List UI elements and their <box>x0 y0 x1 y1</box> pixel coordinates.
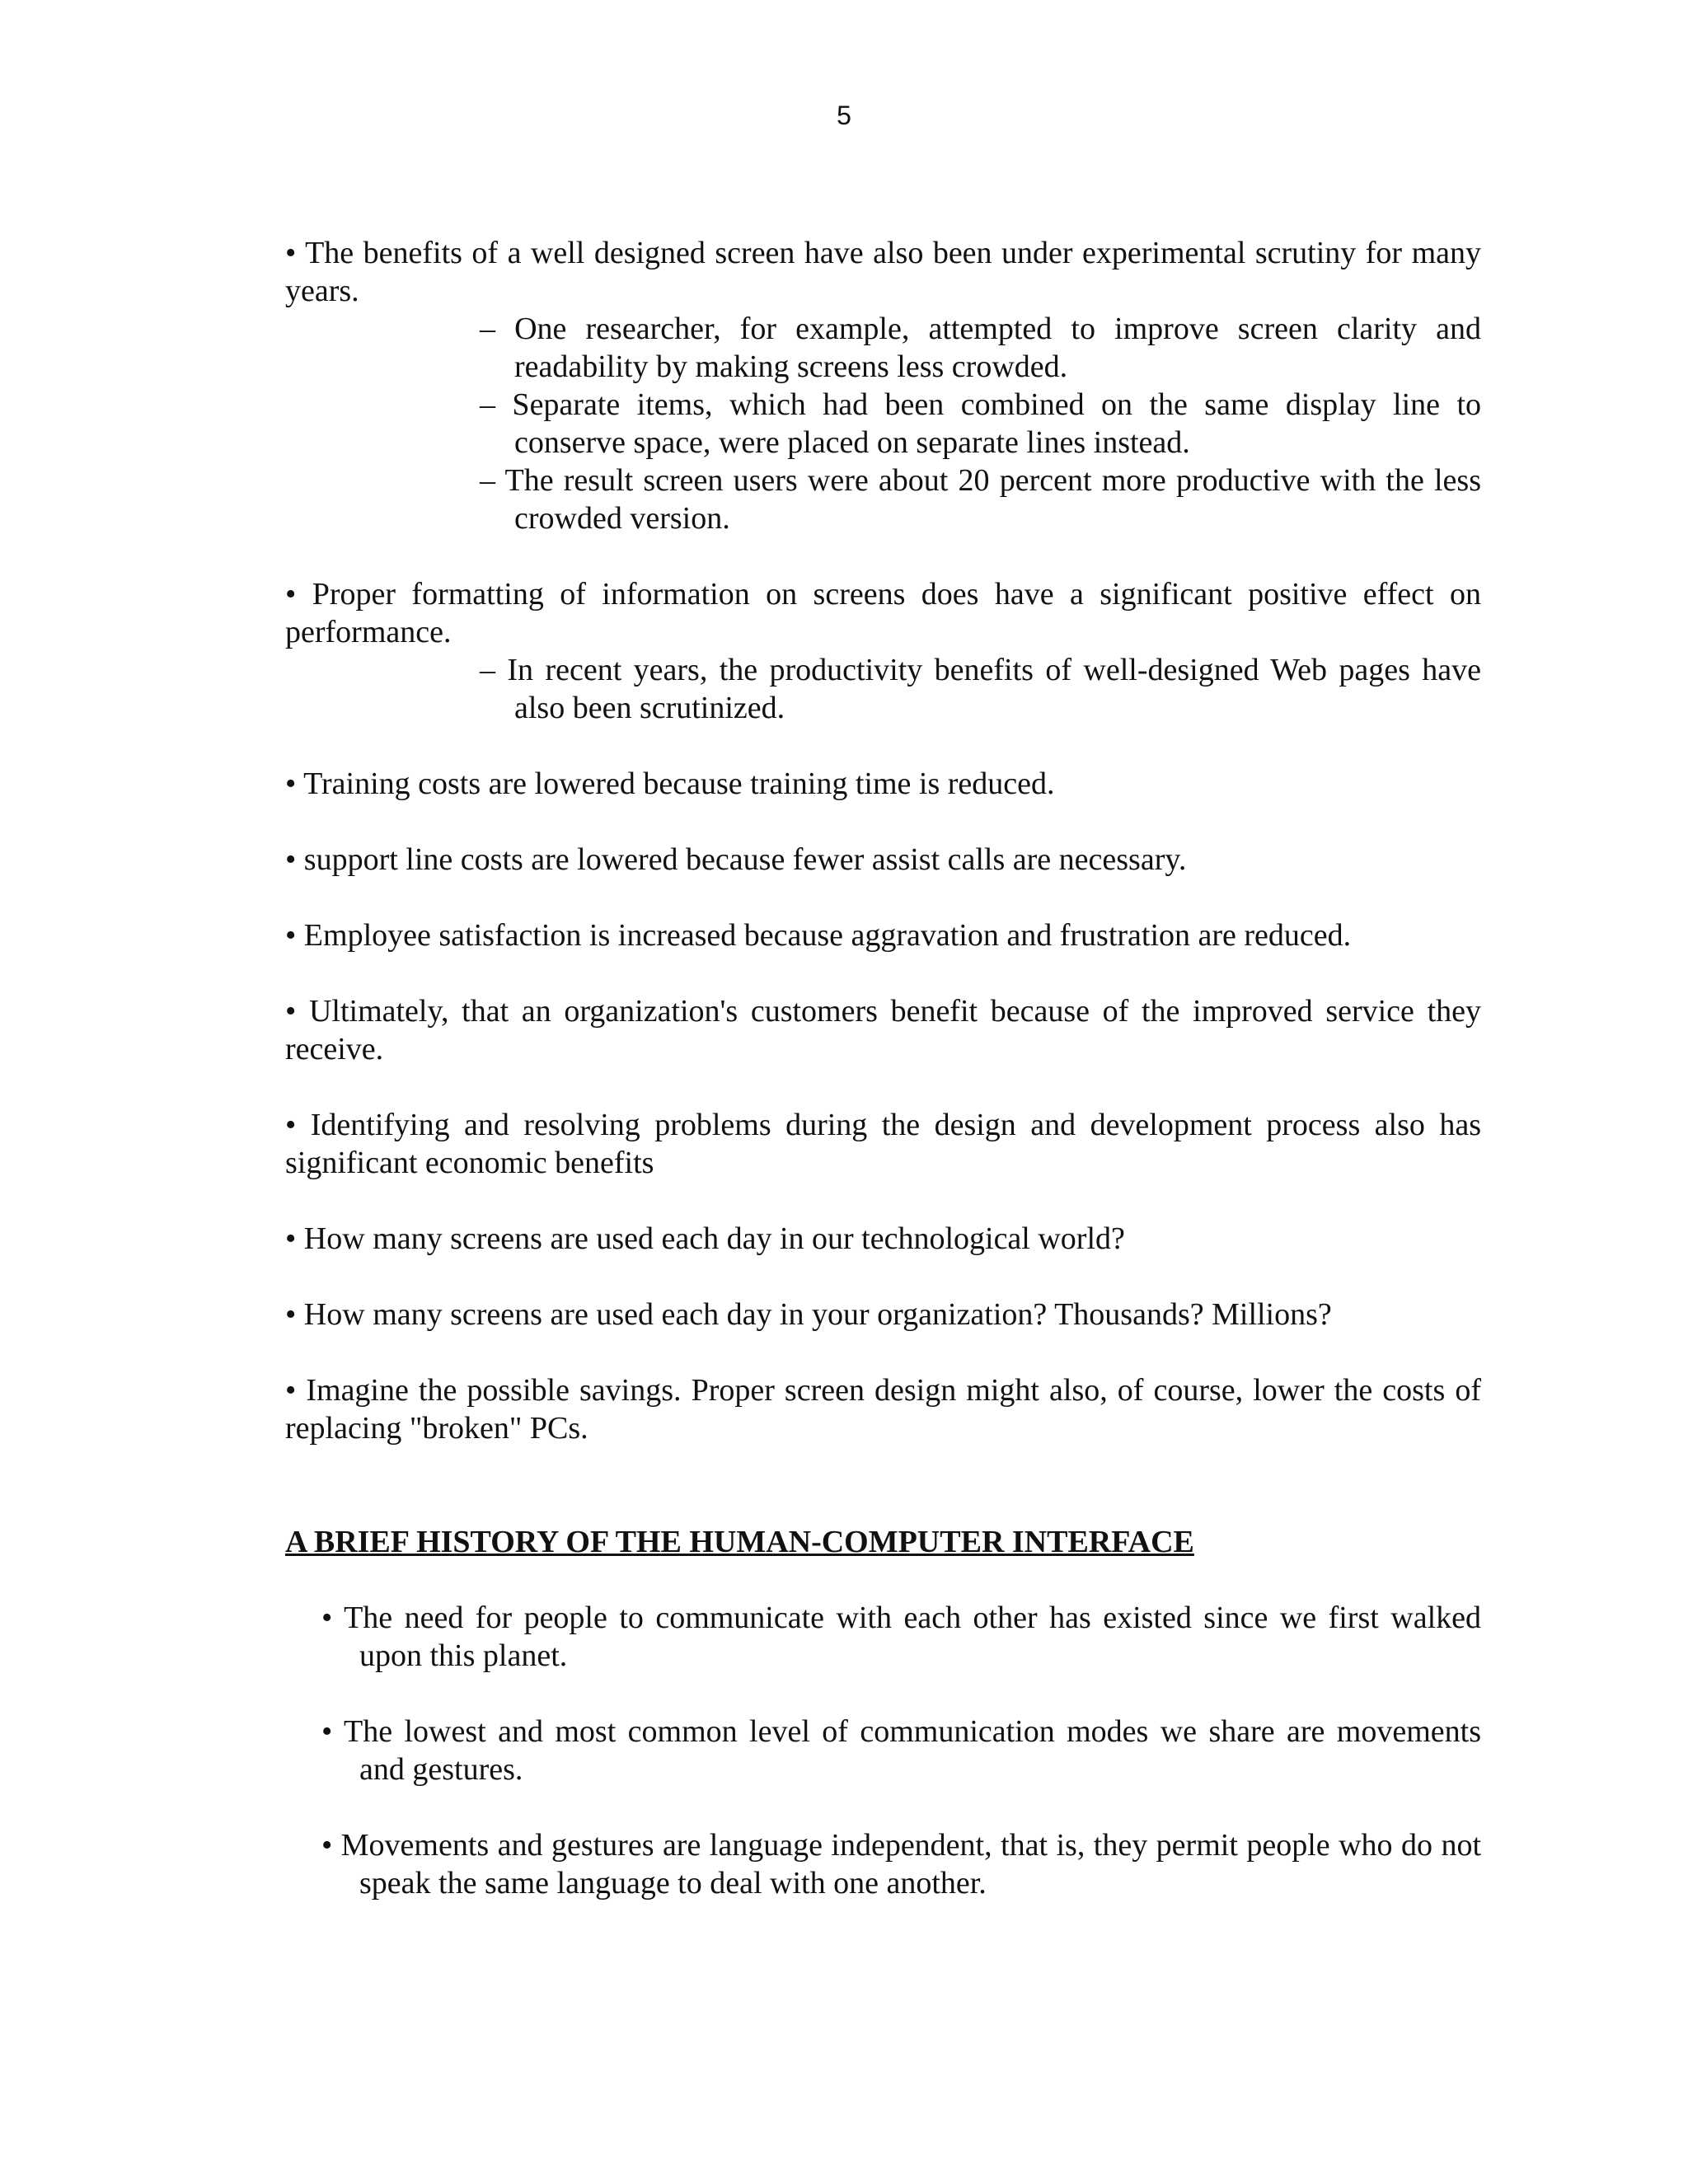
sub-item: – Separate items, which had been combined on the same display line to conserve space, were placed on separate lines instead. <box>480 387 1481 460</box>
bullet-benefits-scrutiny: • The benefits of a well designed screen have also been under experimental scrutiny for many years. <box>285 236 1481 308</box>
bullet-screens-organization: • How many screens are used each day in your organization? Thousands? Millions? <box>285 1297 1332 1332</box>
history-item: • The lowest and most common level of communication modes we share are movements and gestures. <box>321 1714 1481 1787</box>
bullet-savings: • Imagine the possible savings. Proper screen design might also, of course, lower the costs of replacing "broken" PCs. <box>285 1373 1481 1446</box>
sub-item: – One researcher, for example, attempted to improve screen clarity and readability by making screens less crowded. <box>480 312 1481 384</box>
document-body <box>285 234 1481 1902</box>
sublist-researcher <box>285 310 1481 537</box>
section-heading: A BRIEF HISTORY OF THE HUMAN-COMPUTER INTERFACE <box>285 1525 1194 1559</box>
sublist-web-pages <box>285 651 1481 727</box>
bullet-economic-benefits: • Identifying and resolving problems during the design and development process also has significant economic benefits <box>285 1108 1481 1180</box>
bullet-screens-world: • How many screens are used each day in our technological world? <box>285 1221 1125 1256</box>
bullet-training-costs: • Training costs are lowered because training time is reduced. <box>285 766 1055 801</box>
page-number: 5 <box>837 101 851 130</box>
history-item: • Movements and gestures are language independent, that is, they permit people who do not speak the same language to deal with one another. <box>321 1828 1481 1900</box>
sub-item: – In recent years, the productivity benefits of well-designed Web pages have also been scrutinized. <box>480 653 1481 725</box>
bullet-customers: • Ultimately, that an organization's customers benefit because of the improved service they receive. <box>285 994 1481 1066</box>
bullet-support-costs: • support line costs are lowered because fewer assist calls are necessary. <box>285 842 1187 877</box>
bullet-employee-satisfaction: • Employee satisfaction is increased because aggravation and frustration are reduced. <box>285 918 1352 953</box>
bullet-formatting: • Proper formatting of information on screens does have a significant positive effect on performance. <box>285 577 1481 649</box>
history-item: • The need for people to communicate with each other has existed since we first walked upon this planet. <box>321 1601 1481 1673</box>
sub-item: – The result screen users were about 20 percent more productive with the less crowded version. <box>480 463 1481 536</box>
